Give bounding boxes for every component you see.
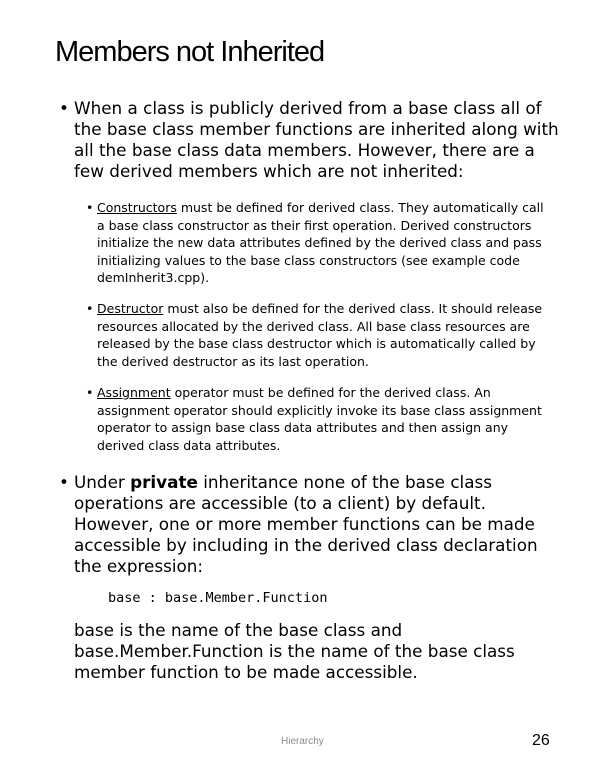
- bullet-private: [59, 472, 564, 577]
- footer-label: Hierarchy: [281, 736, 324, 747]
- code-expression: base : base.Member.Function: [108, 590, 328, 606]
- bullet-private-after: inheritance none of the base class operations are accessible (to a client) by default. However, one or more member functions can be made accessible by including in the derived class declaration the expression:: [74, 472, 538, 576]
- bullet-private-before: Under: [74, 472, 131, 492]
- bullet-dot: •: [86, 385, 94, 400]
- page-number: 26: [532, 732, 550, 749]
- bullet-dot: •: [59, 98, 69, 118]
- term-assignment: Assignment: [97, 385, 171, 400]
- bullet-dot: •: [86, 301, 94, 316]
- bullet-dot: •: [86, 200, 94, 215]
- bullet-private-bold: private: [130, 472, 198, 492]
- term-constructors: Constructors: [97, 200, 177, 215]
- sub-bullet-text: operator must be defined for the derived class. An assignment operator should explicitly invoke its base class assignment operator to assign base class data attributes and then assign any derived class data attributes.: [97, 385, 542, 453]
- closing-paragraph: base is the name of the base class and base.Member.Function is the name of the base class member function to be made accessible.: [74, 620, 515, 682]
- sub-bullet-assignment: [86, 384, 552, 454]
- bullet-intro: [59, 98, 564, 182]
- sub-bullet-destructor: [86, 300, 552, 370]
- bullet-intro-text: When a class is publicly derived from a base class all of the base class member functions are inherited along with all the base class data members. However, there are a few derived members which are not inherited:: [74, 98, 559, 181]
- page-title: Members not Inherited: [55, 36, 325, 68]
- sub-bullet-constructors: [86, 199, 552, 287]
- term-destructor: Destructor: [97, 301, 164, 316]
- bullet-dot: •: [59, 472, 69, 492]
- sub-bullet-text: must also be defined for the derived class. It should release resources allocated by the derived class. All base class resources are released by the base class destructor which is automatically called by the derived destructor as its last operation.: [97, 301, 543, 369]
- sub-bullet-text: must be defined for derived class. They automatically call a base class constructor as their first operation. Derived constructors initialize the new data attributes defined by the derived class and pass initializing values to the base class constructors (see example code demInherit3.cpp).: [97, 200, 544, 285]
